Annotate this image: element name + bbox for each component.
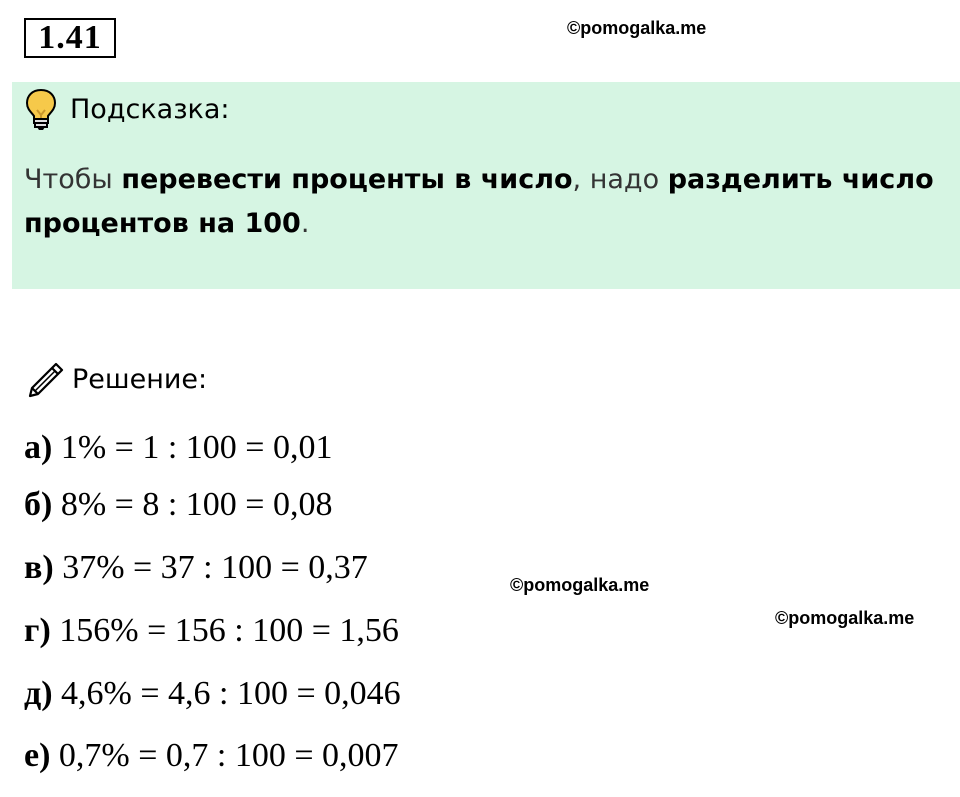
solution-line-label: в) [24,549,54,586]
solution-line [24,548,368,588]
solution-title: Решение: [72,364,208,395]
watermark: ©pomogalka.me [567,18,707,38]
hint-text-segment: Чтобы [24,164,122,195]
solution-line [24,485,332,525]
solution-line-label: д) [24,675,53,712]
hint-header [24,88,230,132]
solution-line-label: б) [24,486,53,523]
solution-line-expression: 1% = 1 : 100 = 0,01 [60,429,333,466]
solution-line-expression: 0,7% = 0,7 : 100 = 0,007 [58,737,399,774]
solution-line [24,674,401,714]
watermark: ©pomogalka.me [775,608,915,628]
solution-line-label: г) [24,612,51,649]
hint-text-segment: , надо [572,164,668,195]
hint-title: Подсказка: [70,94,230,125]
solution-line [24,736,399,776]
task-number: 1.41 [24,18,116,58]
hint-text-bold: разделить число процентов на 100 [24,164,934,239]
solution-header [26,358,207,402]
solution-line [24,611,399,651]
watermark: ©pomogalka.me [510,575,650,595]
solution-line [24,428,332,468]
solution-line-expression: 37% = 37 : 100 = 0,37 [62,549,368,586]
solution-line-expression: 4,6% = 4,6 : 100 = 0,046 [61,675,401,712]
hint-text-bold: перевести проценты в число [121,164,573,195]
solution-line-expression: 156% = 156 : 100 = 1,56 [59,612,399,649]
hint-text-segment: . [300,208,310,239]
hint-text [24,158,944,246]
lightbulb-icon [24,88,58,132]
solution-line-label: е) [24,737,51,774]
solution-line-expression: 8% = 8 : 100 = 0,08 [60,486,333,523]
pencil-icon [26,360,66,400]
solution-line-label: а) [24,429,53,466]
